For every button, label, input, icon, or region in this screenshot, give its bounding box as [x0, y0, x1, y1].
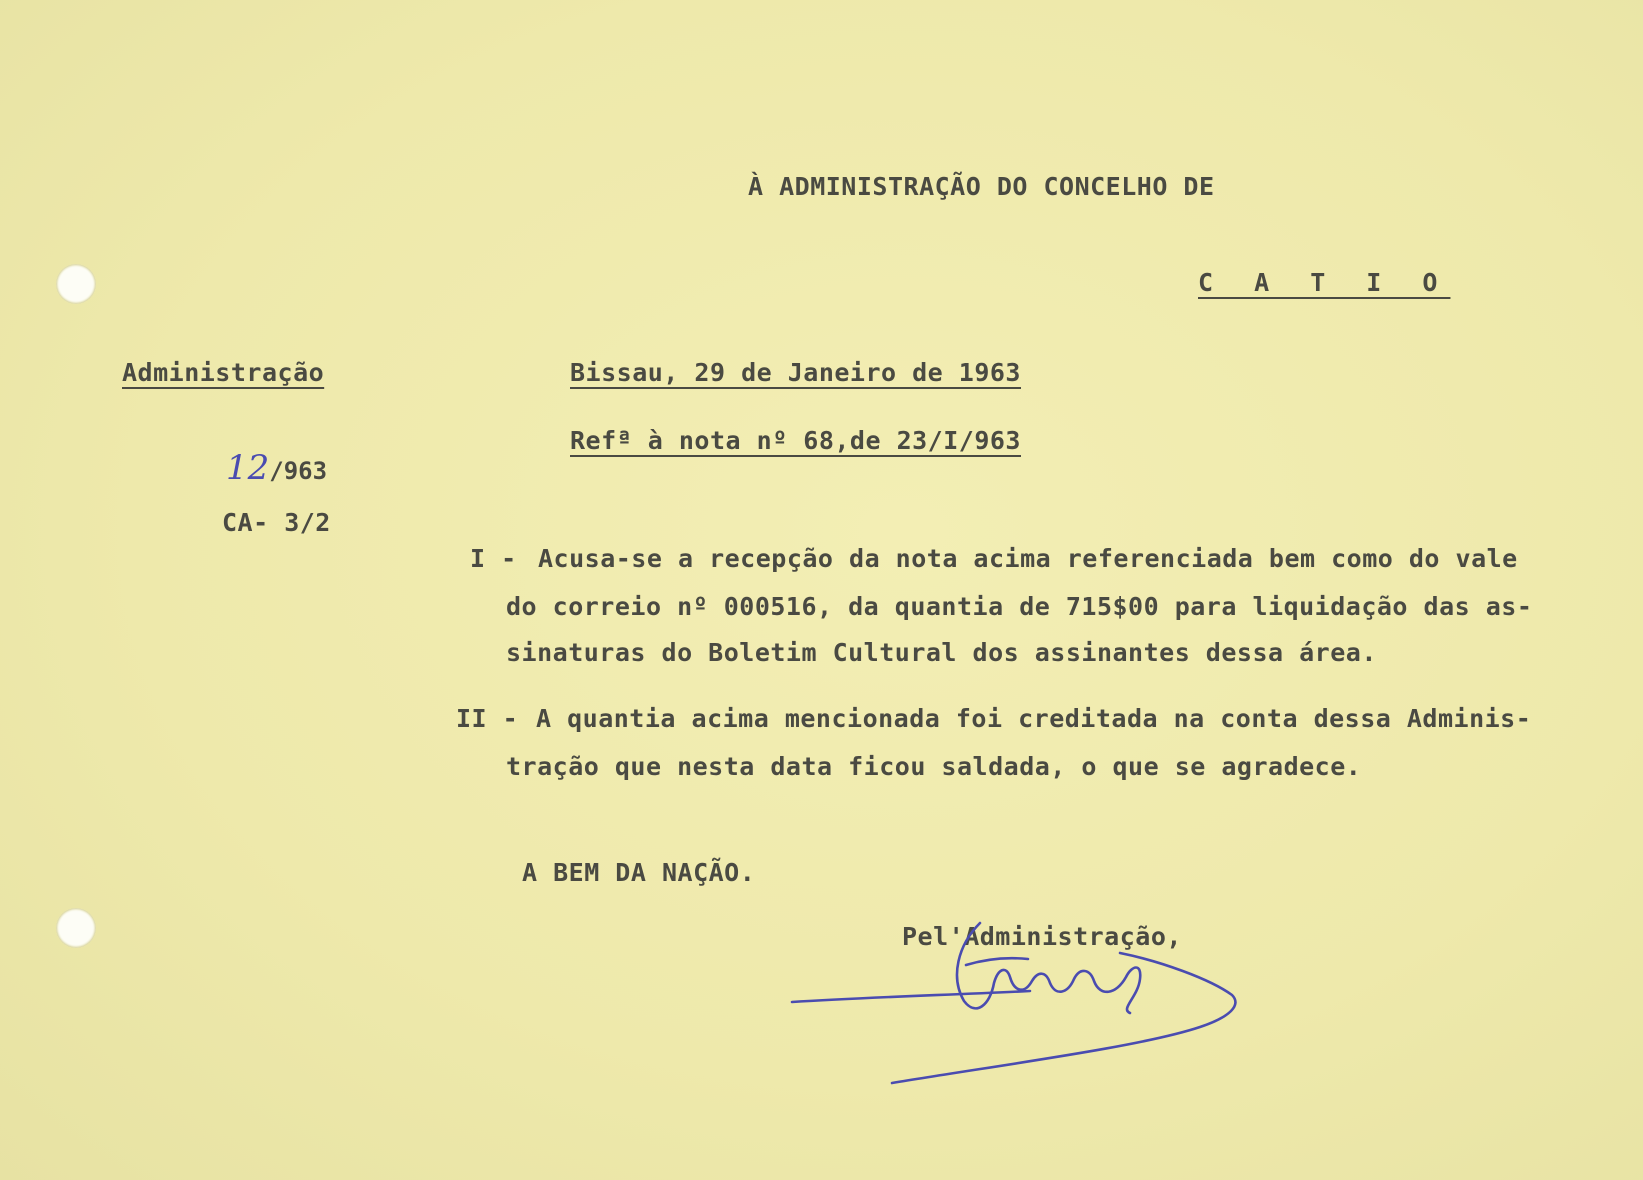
- punch-hole-icon: [56, 908, 96, 948]
- paragraph-line: tração que nesta data ficou saldada, o que se agradece.: [506, 752, 1362, 781]
- file-number: [226, 448, 327, 488]
- paragraph-numeral: I -: [470, 544, 517, 573]
- addressee-place: C A T I O: [1198, 268, 1451, 297]
- reference-line: Refª à nota nº 68,de 23/I/963: [570, 426, 1021, 455]
- paragraph-line: A quantia acima mencionada foi creditada na conta dessa Adminis-: [536, 704, 1532, 733]
- addressee-line: À ADMINISTRAÇÃO DO CONCELHO DE: [748, 172, 1215, 201]
- signature-label: Pel'Administração,: [902, 922, 1182, 951]
- place-date: Bissau, 29 de Janeiro de 1963: [570, 358, 1021, 387]
- file-code: CA- 3/2: [222, 508, 331, 537]
- sender-department: Administração: [122, 358, 325, 387]
- paragraph-line: Acusa-se a recepção da nota acima referenciada bem como do vale: [538, 544, 1518, 573]
- paragraph-line: sinaturas do Boletim Cultural dos assinantes dessa área.: [506, 638, 1377, 667]
- punch-hole-icon: [56, 264, 96, 304]
- file-number-year: /963: [269, 457, 328, 485]
- file-number-handwritten: 12: [226, 448, 270, 488]
- paragraph-line: do correio nº 000516, da quantia de 715$00 para liquidação das as-: [506, 592, 1533, 621]
- closing-line: A BEM DA NAÇÃO.: [522, 858, 756, 887]
- signature-mark: [780, 905, 1260, 1090]
- paragraph-numeral: II -: [456, 704, 519, 733]
